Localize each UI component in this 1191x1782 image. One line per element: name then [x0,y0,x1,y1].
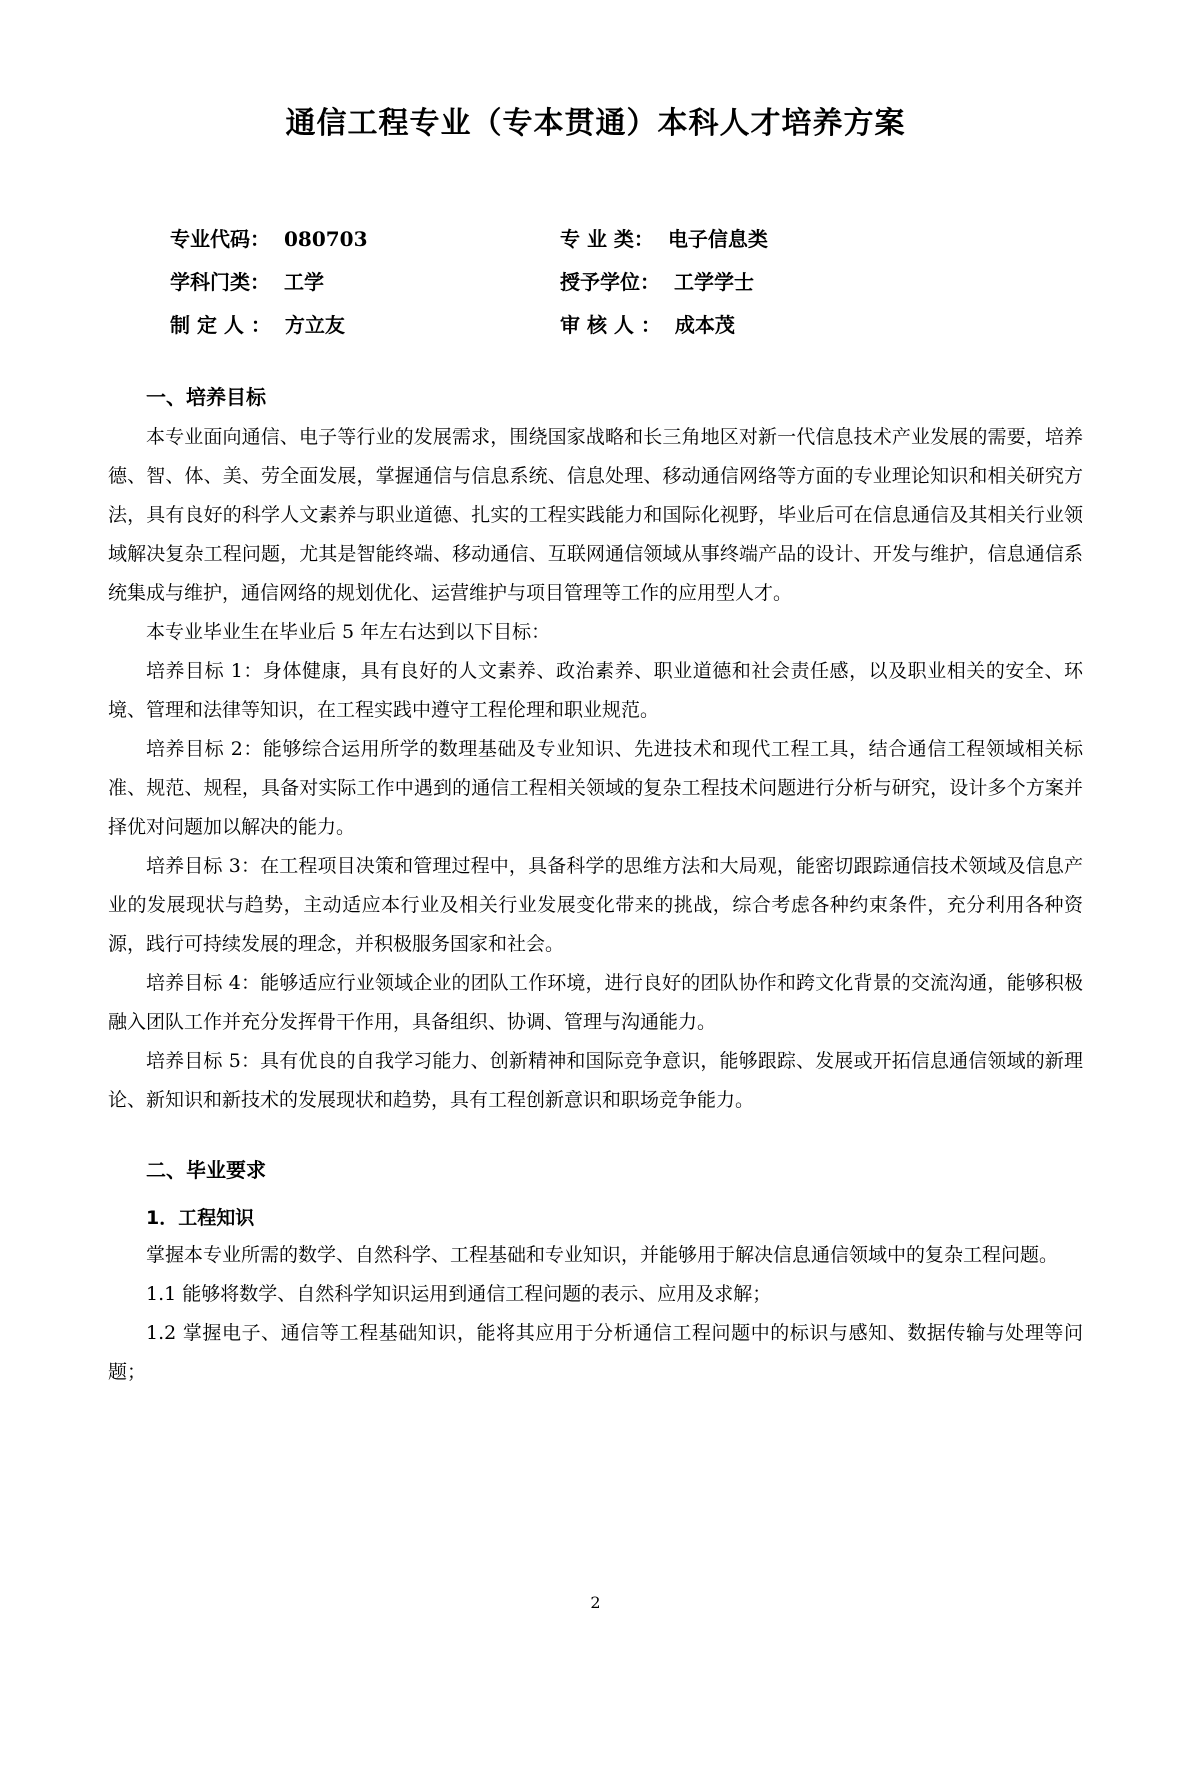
major-code-value: 080703 [284,227,368,251]
discipline-label: 学科门类： [170,270,270,294]
paragraph-requirement-1-1: 1.1 能够将数学、自然科学知识运用到通信工程问题的表示、应用及求解； [146,1283,772,1305]
paragraph-objective-2: 培养目标 2：能够综合运用所学的数理基础及专业知识、先进技术和现代工程工具，结合通信工程领域相关标准、规范、规程，具备对实际工作中遇到的通信工程相关领域的复杂工程技术问题进行分析与研究，设计多个方案并择优对问题加以解决的能力。 [108,738,1083,838]
section-heading-training-objectives: 一、培养目标 [146,385,266,409]
subsection-heading-engineering-knowledge: 1．工程知识 [146,1207,255,1229]
metadata-row [170,304,1083,347]
paragraph-objective-1: 培养目标 1：身体健康，具有良好的人文素养、政治素养、职业道德和社会责任感，以及职业相关的安全、环境、管理和法律等知识，在工程实践中遵守工程伦理和职业规范。 [108,660,1083,721]
page-number: 2 [590,1593,601,1612]
paragraph-requirement-1-2: 1.2 掌握电子、通信等工程基础知识，能将其应用于分析通信工程问题中的标识与感知、数据传输与处理等问题； [108,1322,1083,1383]
degree-label: 授予学位： [560,270,660,294]
paragraph-objective-5: 培养目标 5：具有优良的自我学习能力、创新精神和国际竞争意识，能够跟踪、发展或开拓信息通信领域的新理论、新知识和新技术的发展现状和趋势，具有工程创新意识和职场竞争能力。 [108,1050,1083,1111]
discipline-value: 工学 [284,270,324,294]
paragraph-objective-3: 培养目标 3：在工程项目决策和管理过程中，具备科学的思维方法和大局观，能密切跟踪通信技术领域及信息产业的发展现状与趋势，主动适应本行业及相关行业发展变化带来的挑战，综合考虑各种约束条件，充分利用各种资源，践行可持续发展的理念，并积极服务国家和社会。 [108,855,1083,955]
metadata-pair-major-category [560,218,768,261]
metadata-pair-reviewer [560,304,735,347]
paragraph-five-year-goals-intro: 本专业毕业生在毕业后 5 年左右达到以下目标： [146,621,551,643]
author-label: 制 定 人 ： [170,313,271,337]
major-category-label: 专 业 类： [560,227,654,251]
section-heading-graduation-requirements: 二、毕业要求 [146,1158,266,1182]
metadata-row [170,261,1083,304]
paragraph-engineering-knowledge: 掌握本专业所需的数学、自然科学、工程基础和专业知识，并能够用于解决信息通信领域中的复杂工程问题。 [146,1244,1059,1266]
page-title: 通信工程专业（专本贯通）本科人才培养方案 [285,106,906,141]
program-metadata [170,218,1083,347]
metadata-row [170,218,1083,261]
document-page [0,98,1191,1782]
metadata-pair-discipline [170,261,560,304]
paragraph-overview: 本专业面向通信、电子等行业的发展需求，围绕国家战略和长三角地区对新一代信息技术产业发展的需要，培养德、智、体、美、劳全面发展，掌握通信与信息系统、信息处理、移动通信网络等方面的专业理论知识和相关研究方法，具有良好的科学人文素养与职业道德、扎实的工程实践能力和国际化视野，毕业后可在信息通信及其相关行业领域解决复杂工程问题，尤其是智能终端、移动通信、互联网通信领域从事终端产品的设计、开发与维护，信息通信系统集成与维护，通信网络的规划优化、运营维护与项目管理等工作的应用型人才。 [108,426,1083,604]
reviewer-value: 成本茂 [674,313,735,337]
degree-value: 工学学士 [674,270,754,294]
author-value: 方立友 [284,313,345,337]
reviewer-label: 审 核 人 ： [560,313,661,337]
metadata-pair-author [170,304,560,347]
metadata-pair-major-code [170,218,560,261]
major-code-label: 专业代码： [170,227,270,251]
metadata-pair-degree [560,261,754,304]
major-category-value: 电子信息类 [667,227,768,251]
paragraph-objective-4: 培养目标 4：能够适应行业领域企业的团队工作环境，进行良好的团队协作和跨文化背景的交流沟通，能够积极融入团队工作并充分发挥骨干作用，具备组织、协调、管理与沟通能力。 [108,972,1083,1033]
